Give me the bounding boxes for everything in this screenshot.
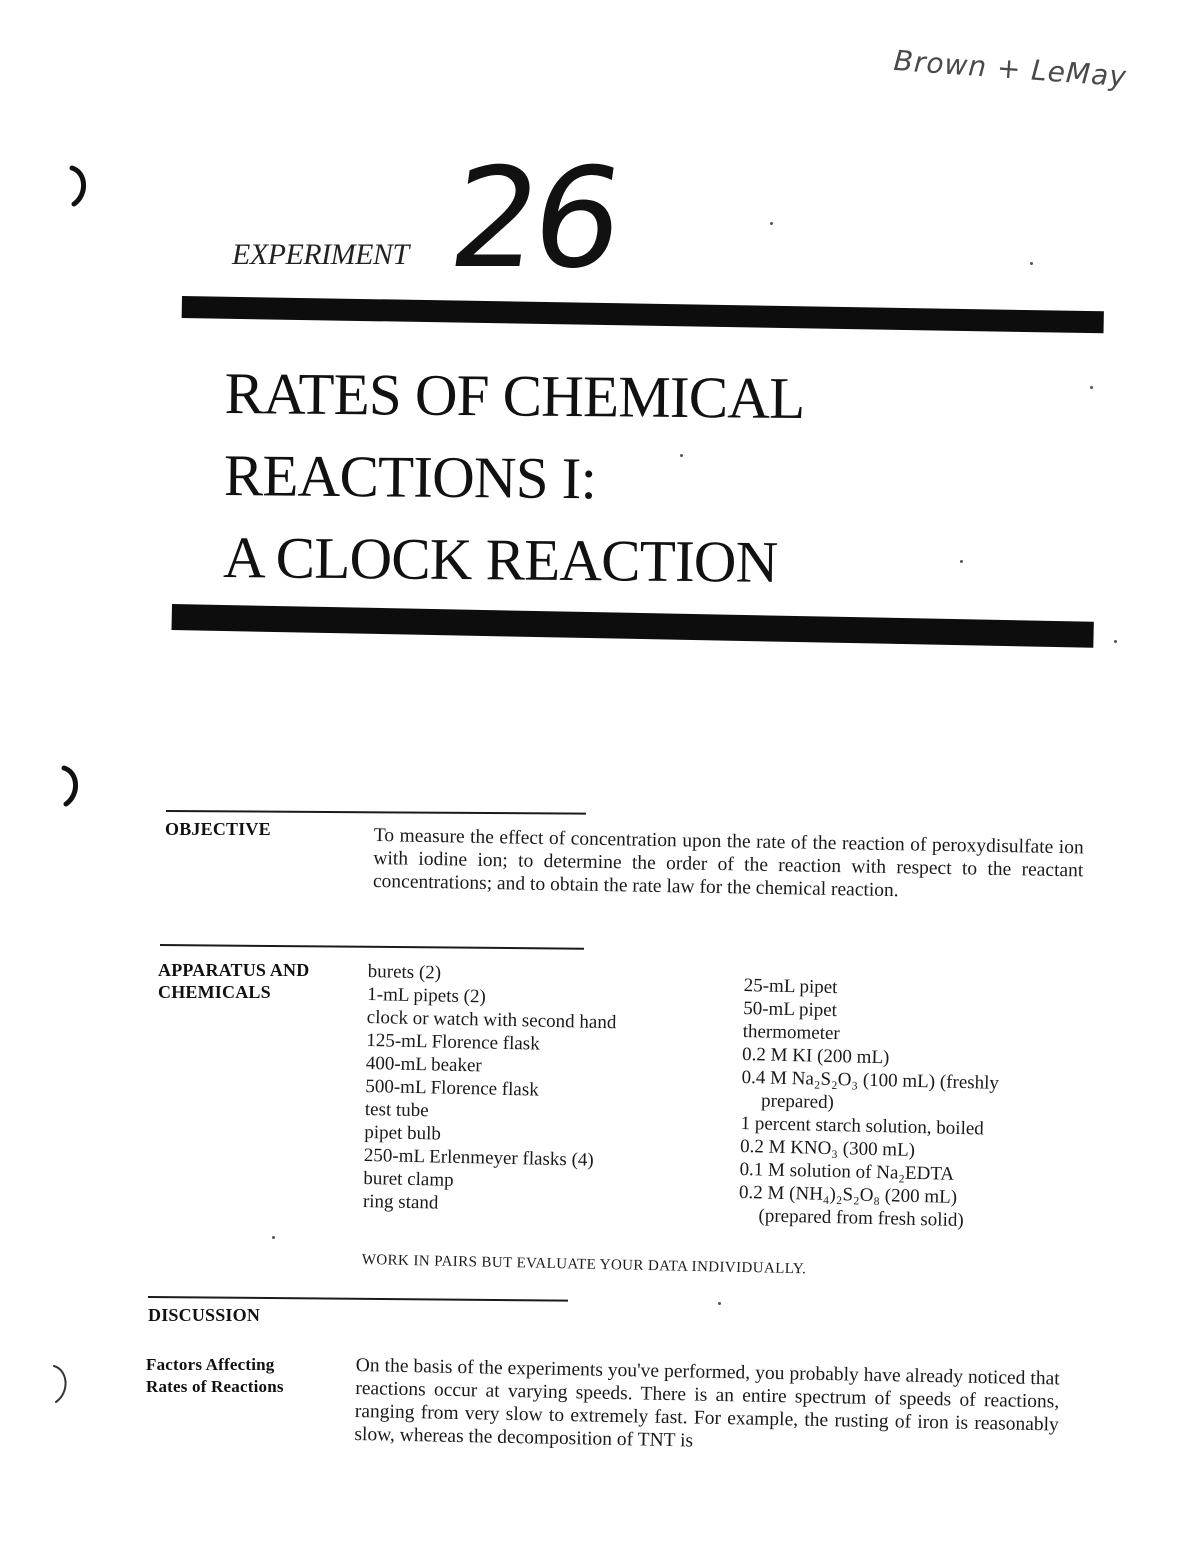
work-in-pairs-note: WORK IN PAIRS BUT EVALUATE YOUR DATA INDIVIDUALLY. — [361, 1252, 807, 1278]
apparatus-heading — [158, 959, 309, 1003]
list-item: 250-mL Erlenmeyer flasks (4) — [363, 1144, 594, 1171]
apparatus-list-right — [738, 974, 1001, 1233]
list-item: 50-mL pipet — [742, 997, 838, 1022]
list-item: buret clamp — [363, 1167, 454, 1191]
list-item: clock or watch with second hand — [366, 1006, 617, 1034]
discussion-heading: DISCUSSION — [148, 1305, 261, 1325]
title-line: REACTIONS I: — [223, 441, 597, 512]
list-item: 1-mL pipets (2) — [367, 983, 487, 1008]
section-rule — [148, 1296, 568, 1302]
list-item: thermometer — [742, 1020, 840, 1045]
list-item-continuation: prepared) — [760, 1090, 835, 1114]
list-item: 0.1 M solution of Na₂EDTA — [739, 1158, 955, 1185]
apparatus-list-left — [363, 960, 618, 1218]
binder-hole-icon — [58, 764, 84, 808]
list-item: 0.2 M KNO₃ (300 mL) — [739, 1135, 916, 1161]
objective-heading: OBJECTIVE — [165, 819, 271, 839]
list-item: test tube — [364, 1098, 429, 1122]
title-line: RATES OF CHEMICAL — [224, 359, 805, 432]
section-rule — [166, 810, 586, 815]
binder-hole-icon — [48, 1362, 74, 1406]
title-line: A CLOCK REACTION — [222, 523, 778, 595]
scan-speck — [272, 1236, 275, 1239]
title-top-bar — [182, 296, 1104, 333]
list-item: pipet bulb — [364, 1121, 442, 1145]
handwritten-note: Brown + LeMay — [892, 44, 1128, 94]
apparatus-heading-line: APPARATUS AND — [158, 960, 310, 980]
discussion-subheading-line: Rates of Reactions — [146, 1377, 284, 1396]
list-item-continuation: (prepared from fresh solid) — [758, 1205, 964, 1232]
scan-speck — [1090, 386, 1093, 389]
scan-speck — [770, 222, 773, 225]
scan-speck — [1114, 640, 1117, 643]
discussion-subheading-line: Factors Affecting — [146, 1355, 275, 1374]
discussion-subheading — [146, 1354, 284, 1398]
title-bottom-bar — [172, 604, 1094, 648]
experiment-label: EXPERIMENT — [232, 238, 409, 271]
experiment-number: 26 — [440, 138, 627, 299]
apparatus-heading-line: CHEMICALS — [158, 982, 271, 1002]
list-item: 500-mL Florence flask — [365, 1075, 539, 1101]
scan-speck — [1030, 262, 1033, 265]
discussion-text: On the basis of the experiments you've performed, you probably have already noticed that reactions occur at varying speeds. There is an entire spectrum of speeds of reactions, ranging from very slow to extremely fast. For example, the rusting of iron is reasonably slow, whereas the decomposition of TNT is — [354, 1354, 1060, 1452]
objective-text: To measure the effect of concentration upon the rate of the reaction of peroxydisulfate ion with iodine ion; to determine the order of the reaction with respect to the reactant concentrations; and to obtain the rate law for the chemical reaction. — [372, 824, 1084, 902]
list-item: 0.2 M KI (200 mL) — [741, 1043, 890, 1069]
list-item: 400-mL beaker — [365, 1052, 482, 1077]
list-item: 0.4 M Na₂S₂O₃ (100 mL) (freshly — [741, 1066, 1000, 1094]
list-item: burets (2) — [367, 960, 442, 984]
scan-speck — [960, 560, 963, 563]
scan-speck — [680, 454, 683, 457]
list-item: 25-mL pipet — [743, 974, 838, 999]
list-item: 125-mL Florence flask — [366, 1029, 540, 1055]
page-title — [223, 352, 805, 603]
scan-speck — [718, 1302, 721, 1305]
list-item: 1 percent starch solution, boiled — [740, 1112, 985, 1140]
section-rule — [160, 944, 584, 950]
list-item: ring stand — [362, 1190, 439, 1214]
list-item: 0.2 M (NH₄)₂S₂O₈ (200 mL) — [738, 1181, 958, 1208]
binder-hole-icon — [66, 164, 92, 208]
